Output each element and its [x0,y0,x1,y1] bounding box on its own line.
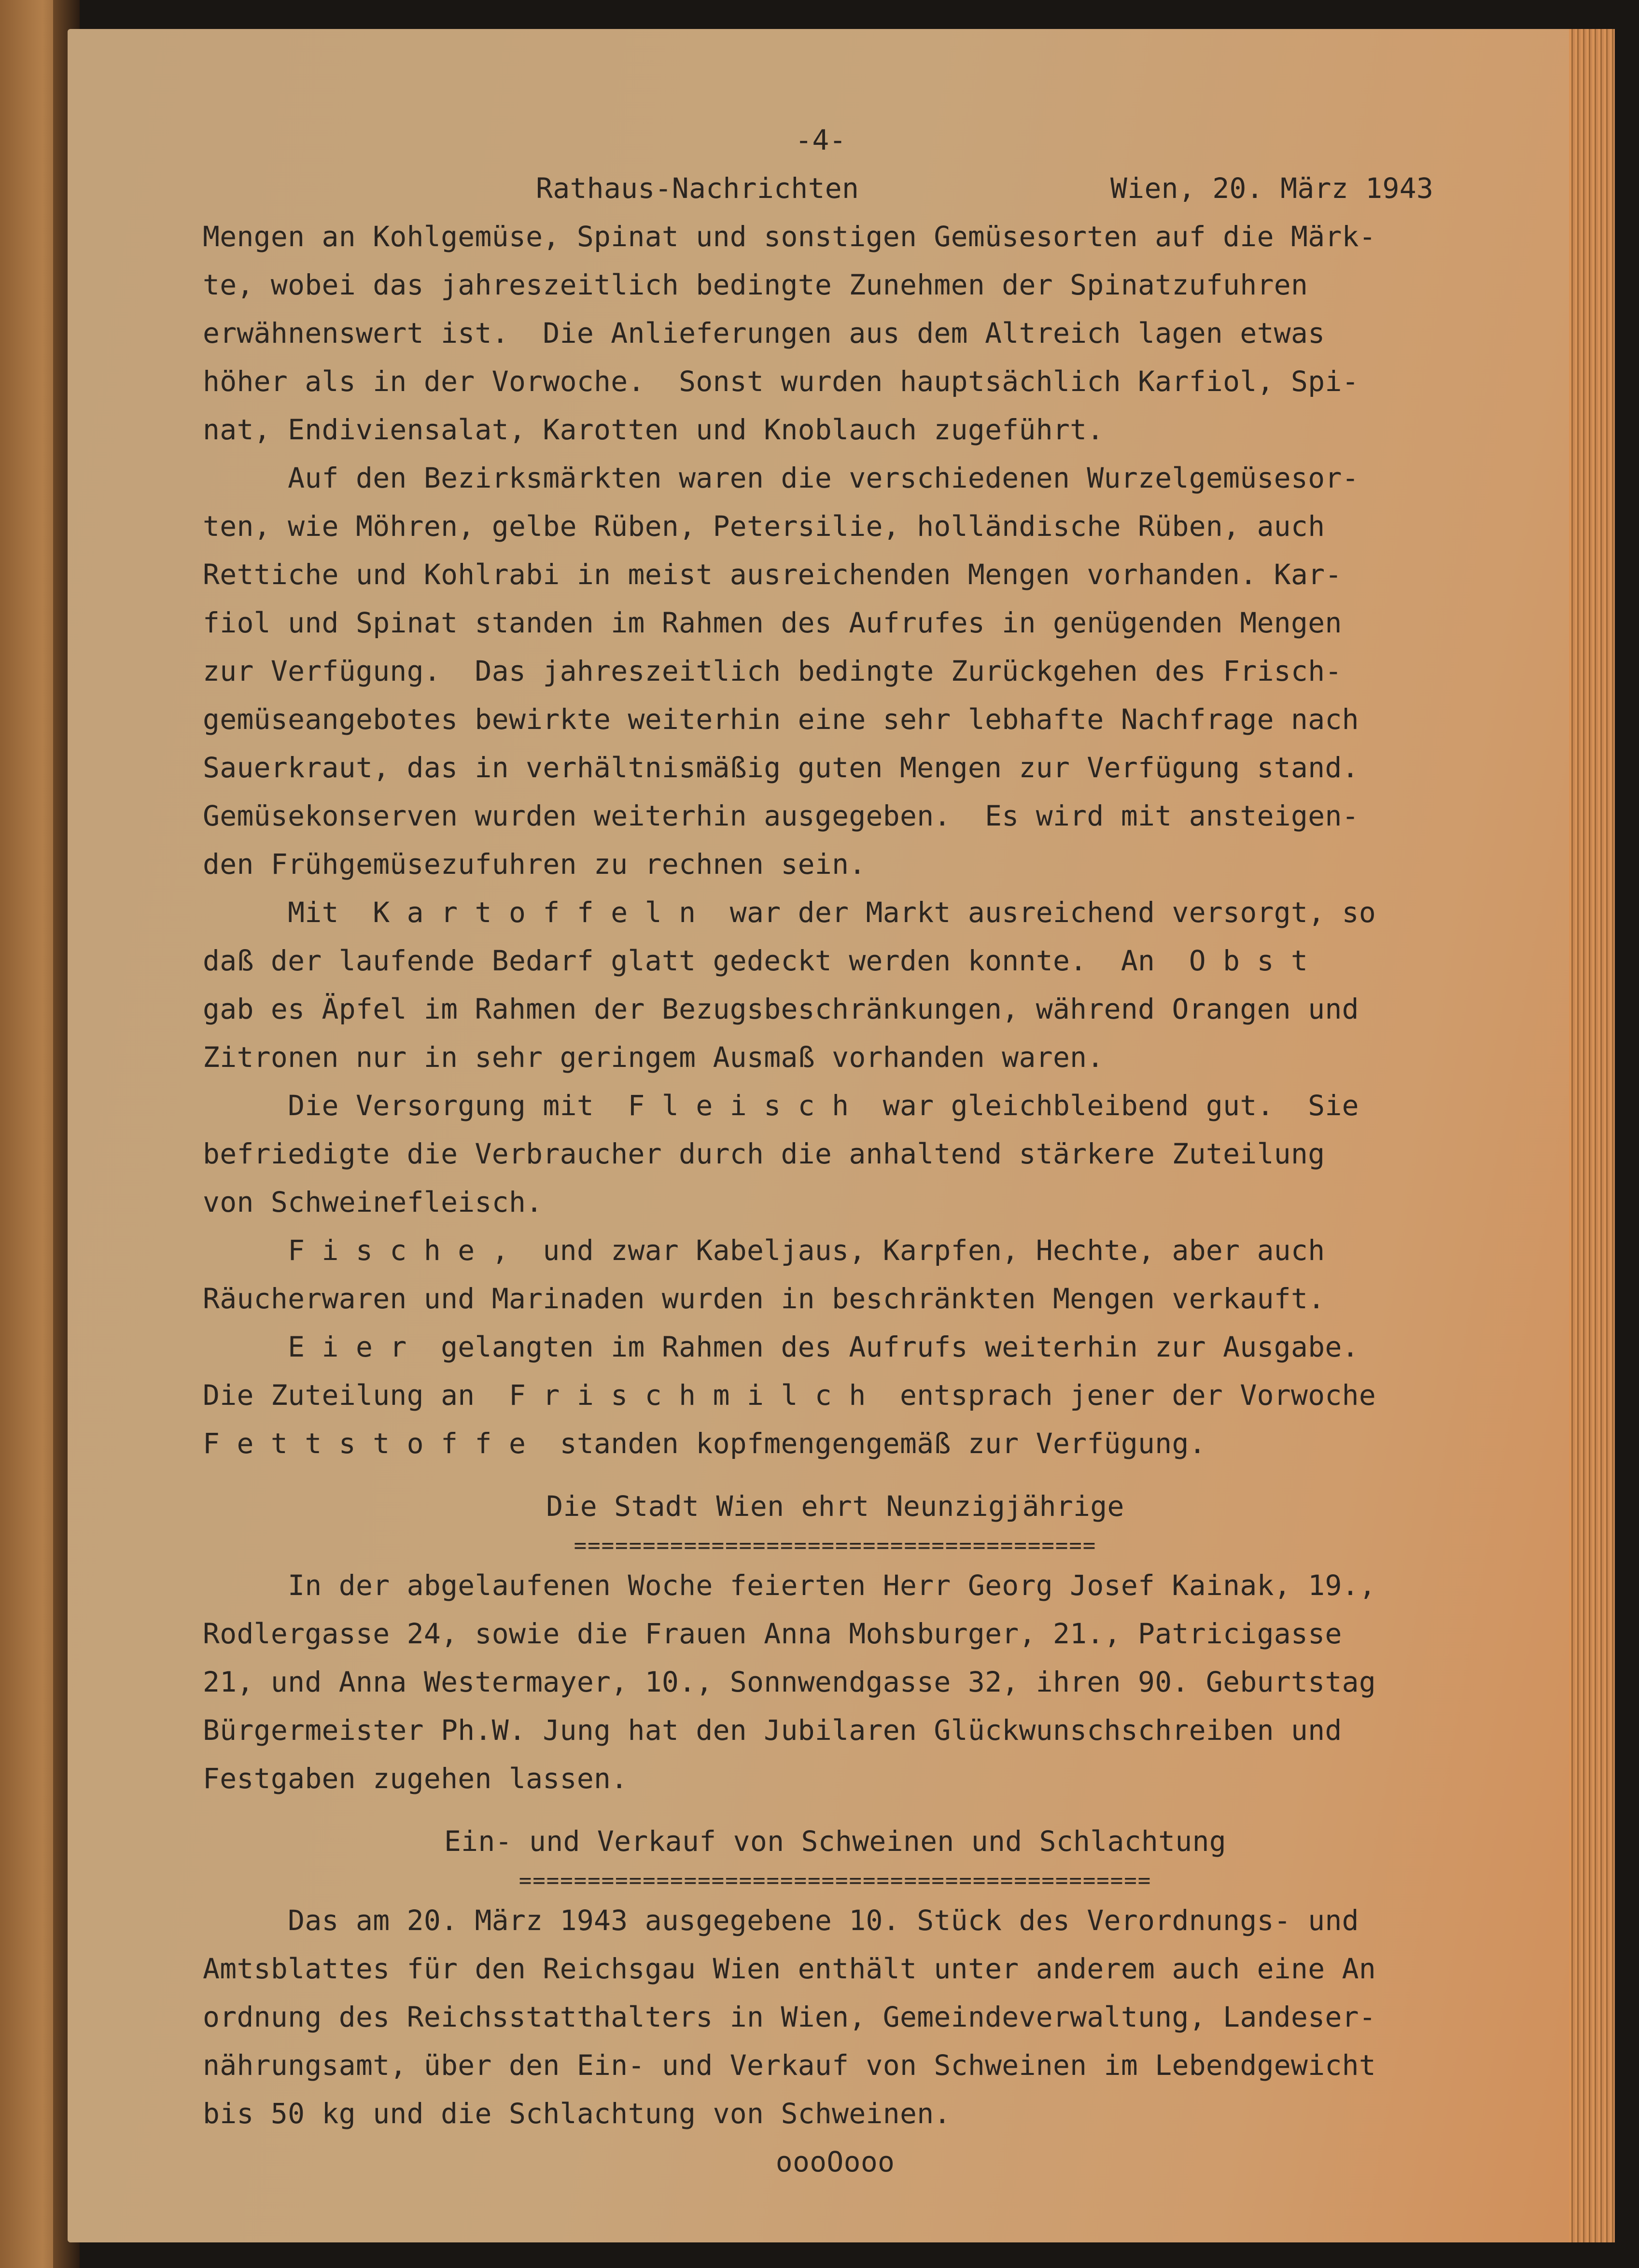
text-line: 21, und Anna Westermayer, 10., Sonnwendgasse 32, ihren 90. Geburtstag [203,1666,1376,1698]
text-line: Das am 20. März 1943 ausgegebene 10. Stück des Verordnungs- und [203,1904,1359,1937]
text-line: Amtsblattes für den Reichsgau Wien enthält unter anderem auch eine An [203,1952,1376,1985]
text-line: nat, Endiviensalat, Karotten und Knoblauch zugeführt. [203,413,1104,446]
text-line: den Frühgemüsezufuhren zu rechnen sein. [203,848,866,881]
text-line: ordnung des Reichsstatthalters in Wien, Gemeindeverwaltung, Landeser- [203,2001,1376,2033]
text-line: Die Versorgung mit F l e i s c h war gleichbleibend gut. Sie [203,1089,1359,1122]
text-line: Mengen an Kohlgemüse, Spinat und sonstigen Gemüsesorten auf die Märk- [203,220,1376,253]
text-line: Die Zuteilung an F r i s c h m i l c h entsprach jener der Vorwoche [203,1379,1376,1412]
text-line: F i s c h e , und zwar Kabeljaus, Karpfen, Hechte, aber auch [203,1234,1325,1267]
text-line: Sauerkraut, das in verhältnismäßig guten Mengen zur Verfügung stand. [203,751,1359,784]
text-line: daß der laufende Bedarf glatt gedeckt werden konnte. An O b s t [203,944,1308,977]
document-body [203,116,1593,2186]
text-line: In der abgelaufenen Woche feierten Herr Georg Josef Kainak, 19., [203,1569,1376,1602]
text-line: bis 50 kg und die Schlachtung von Schweinen. [203,2097,951,2130]
text-line: von Schweinefleisch. [203,1186,543,1218]
text-line: fiol und Spinat standen im Rahmen des Aufrufes in genügenden Mengen [203,606,1342,639]
text-line: gemüseangebotes bewirkte weiterhin eine sehr lebhafte Nachfrage nach [203,703,1359,736]
page-number: -4- [795,124,846,156]
text-line: höher als in der Vorwoche. Sonst wurden hauptsächlich Karfiol, Spi- [203,365,1359,398]
text-line: te, wobei das jahreszeitlich bedingte Zunehmen der Spinatzufuhren [203,268,1308,301]
text-line: zur Verfügung. Das jahreszeitlich bedingte Zurückgehen des Frisch- [203,655,1342,687]
text-line: Gemüsekonserven wurden weiterhin ausgegeben. Es wird mit ansteigen- [203,799,1359,832]
title-underline: ====================================== [574,1533,1097,1558]
text-line: befriedigte die Verbraucher durch die anhaltend stärkere Zuteilung [203,1137,1325,1170]
section-neunzigjaehrige-body [203,1561,1593,1803]
end-mark: oooOooo [775,2145,895,2178]
dateline: Wien, 20. März 1943 [1110,172,1434,205]
text-line: E i e r gelangten im Rahmen des Aufrufs weiterhin zur Ausgabe. [203,1330,1359,1363]
text-line: Rettiche und Kohlrabi in meist ausreichenden Mengen vorhanden. Kar- [203,558,1342,591]
text-line: nährungsamt, über den Ein- und Verkauf von Schweinen im Lebendgewicht [203,2049,1376,2082]
text-line: Bürgermeister Ph.W. Jung hat den Jubilaren Glückwunschschreiben und [203,1714,1342,1747]
section-title-neunzigjaehrige: Die Stadt Wien ehrt Neunzigjährige [546,1490,1124,1523]
text-line: Zitronen nur in sehr geringem Ausmaß vorhanden waren. [203,1041,1104,1074]
text-line: Rodlergasse 24, sowie die Frauen Anna Mohsburger, 21., Patricigasse [203,1617,1342,1650]
title-underline: ============================================== [518,1868,1152,1893]
section-title-schweine: Ein- und Verkauf von Schweinen und Schlachtung [444,1825,1227,1858]
publication-title: Rathaus-Nachrichten [536,172,859,205]
text-line: Räucherwaren und Marinaden wurden in beschränkten Mengen verkauft. [203,1282,1325,1315]
text-line: gab es Äpfel im Rahmen der Bezugsbeschränkungen, während Orangen und [203,993,1359,1025]
market-report [203,212,1593,1468]
running-header [203,164,1593,212]
text-line: F e t t s t o f f e standen kopfmengengemäß zur Verfügung. [203,1427,1206,1460]
text-line: Auf den Bezirksmärkten waren die verschiedenen Wurzelgemüsesor- [203,462,1359,494]
section-schweine-body [203,1896,1593,2138]
text-line: erwähnenswert ist. Die Anlieferungen aus dem Altreich lagen etwas [203,317,1325,350]
text-line: Festgaben zugehen lassen. [203,1762,628,1795]
text-line: ten, wie Möhren, gelbe Rüben, Petersilie, holländische Rüben, auch [203,510,1325,543]
text-line: Mit K a r t o f f e l n war der Markt ausreichend versorgt, so [203,896,1376,929]
